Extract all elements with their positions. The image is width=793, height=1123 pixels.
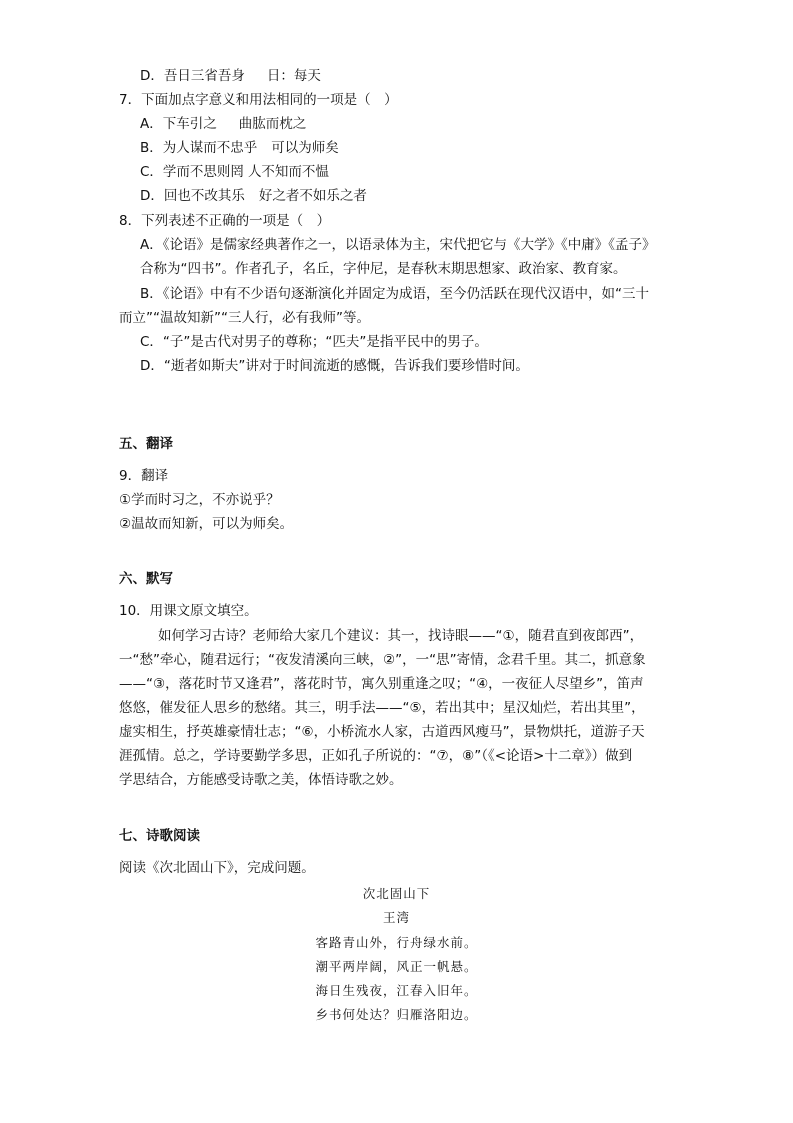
q6-option-d-note: 日：每天	[266, 68, 321, 84]
q8-stem: 8．下列表述不正确的一项是（ ）	[119, 213, 331, 229]
q7-option-b-left: B．为人谋而不忠乎	[140, 140, 258, 156]
q10-passage-line-1: 如何学习古诗？老师给大家几个建议：其一，找诗眼——“①，随君直到夜郎西”，	[158, 628, 644, 644]
q8-option-b-line1: B．《论语》中有不少语句逐渐演化并固定为成语，至今仍活跃在现代汉语中，如“三十	[140, 286, 650, 302]
q7-option-d-right: 好之者不如乐之者	[258, 188, 367, 204]
q7-option-c-right: 人不知而不愠	[247, 164, 329, 180]
section-5-title: 五、翻译	[119, 436, 173, 452]
q8-option-c: C．“子”是古代对男子的尊称；“匹夫”是指平民中的男子。	[140, 334, 488, 350]
q9-stem: 9．翻译	[119, 468, 169, 484]
q7-option-a	[140, 115, 306, 133]
q10-passage-line-3: ——“③，落花时节又逢君”，落花时节，寓久别重逢之叹；“④，一夜征人尽望乡”，笛声	[119, 676, 644, 692]
q7-option-b	[140, 139, 339, 157]
q9-item-2: ②温故而知新，可以为师矣。	[119, 516, 294, 532]
q6-option-d-text: D．吾日三省吾身	[140, 68, 245, 84]
q8-option-d: D．“逝者如斯夫”讲对于时间流逝的感慨，告诉我们要珍惜时间。	[140, 358, 529, 374]
q6-option-d	[140, 67, 321, 85]
poem-intro: 阅读《次北固山下》，完成问题。	[119, 860, 315, 876]
q7-stem: 7．下面加点字意义和用法相同的一项是（ ）	[119, 92, 398, 108]
poem-line-1: 客路青山外，行舟绿水前。	[315, 935, 478, 950]
q10-passage-line-7: 学思结合，方能感受诗歌之美，体悟诗歌之妙。	[119, 772, 403, 788]
q10-passage-line-5: 虚实相生，抒英雄豪情壮志；“⑥，小桥流水人家，古道西风瘦马”，景物烘托，道游子天	[119, 724, 645, 740]
poem-author: 王湾	[382, 910, 410, 925]
poem-line-4: 乡书何处达？归雁洛阳边。	[315, 1007, 478, 1022]
section-6-title: 六、默写	[119, 571, 173, 587]
section-7-title: 七、诗歌阅读	[119, 828, 200, 844]
poem-title: 次北固山下	[362, 886, 431, 901]
q7-option-d-left: D．回也不改其乐	[140, 188, 245, 204]
poem-line-3: 海日生残夜，江春入旧年。	[315, 983, 478, 998]
q8-option-a-line1: A．《论语》是儒家经典著作之一，以语录体为主，宋代把它与《大学》《中庸》《孟子》	[140, 237, 656, 253]
q7-option-c-left: C．学而不思则罔	[140, 164, 244, 180]
q7-option-d	[140, 187, 367, 205]
q8-option-a-line2: 合称为“四书”。作者孔子，名丘，字仲尼，是春秋末期思想家、政治家、教育家。	[140, 261, 627, 277]
q7-option-a-right: 曲肱而枕之	[238, 116, 307, 132]
q10-passage-line-2: 一“愁”牵心，随君远行；“夜发清溪向三峡，②”，一“思”寄情，念君千里。其二，抓意象	[119, 652, 646, 668]
q10-passage-line-6: 涯孤情。总之，学诗要勤学多思，正如孔子所说的：“⑦，⑧”（《<论语>十二章》）做到	[119, 748, 633, 764]
q8-option-b-line2: 而立”“温故知新”“三人行，必有我师”等。	[119, 310, 370, 326]
q7-option-b-right: 可以为师矣	[271, 140, 339, 156]
q10-passage-line-4: 悠悠，催发征人思乡的愁绪。其三，明手法——“⑤，若出其中；星汉灿烂，若出其里”，	[119, 700, 645, 716]
q9-item-1: ①学而时习之，不亦说乎？	[119, 492, 280, 508]
q7-option-c	[140, 163, 329, 181]
q7-option-a-left: A．下车引之	[140, 116, 217, 132]
q10-stem: 10．用课文原文填空。	[119, 603, 258, 619]
poem-line-2: 潮平两岸阔，风正一帆悬。	[315, 959, 478, 974]
